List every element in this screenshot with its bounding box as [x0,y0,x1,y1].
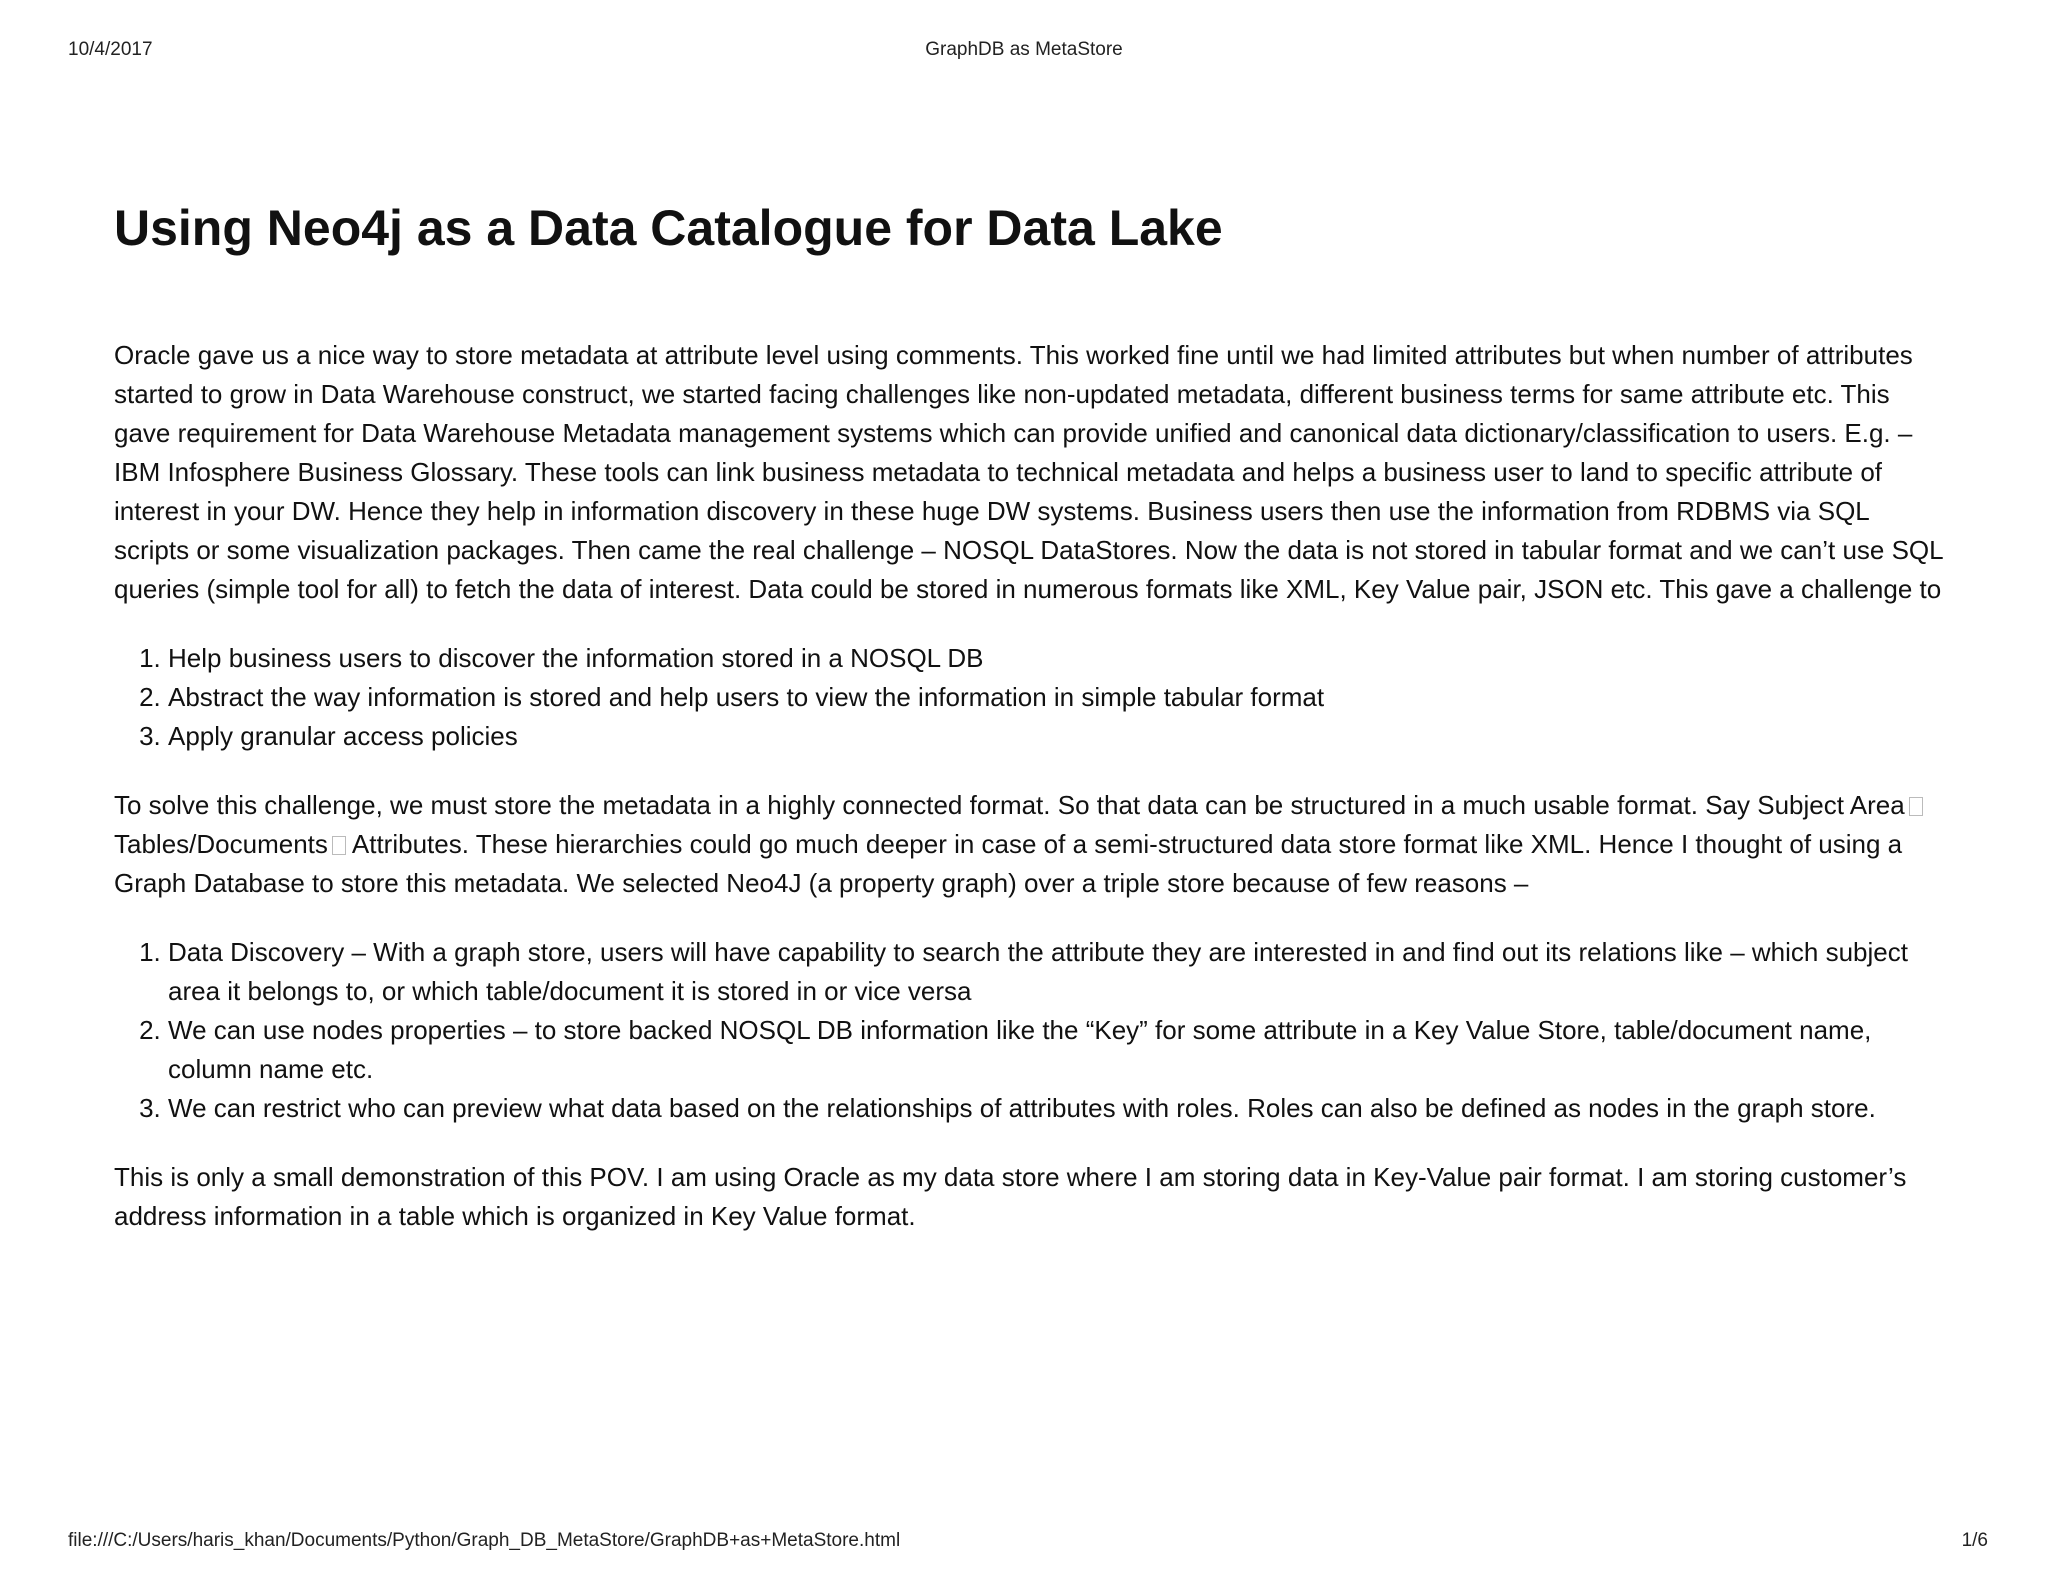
print-header [0,39,2048,65]
missing-arrow-glyph-icon [1909,797,1923,816]
print-page-title: GraphDB as MetaStore [925,39,1123,60]
challenges-list [114,639,1944,756]
print-file-path: file:///C:/Users/haris_khan/Documents/Python/Graph_DB_MetaStore/GraphDB+as+MetaStore.html [68,1530,901,1551]
closing-paragraph: This is only a small demonstration of this POV. I am using Oracle as my data store where I am storing data in Key-Value pair format. I am storing customer’s address information in a table which is organized in Key Value format. [114,1162,1907,1231]
print-footer [0,1530,2048,1556]
list-item: 1. Data Discovery – With a graph store, users will have capability to search the attribute they are interested in and find out its relations like – which subject area it belongs to, or which table/document it is stored in or vice versa [168,933,1944,1011]
solution-text-part1: To solve this challenge, we must store the metadata in a highly connected format. So that data can be structured in a much usable format. Say Subject Area [114,790,1905,820]
print-page-number: 1/6 [1961,1530,1988,1551]
missing-arrow-glyph-icon [332,836,346,855]
list-item: 2. We can use nodes properties – to store backed NOSQL DB information like the “Key” for some attribute in a Key Value Store, table/document name, column name etc. [168,1011,1944,1089]
article-content [114,196,1944,1266]
print-date: 10/4/2017 [68,39,153,60]
solution-text-part3: Attributes. These hierarchies could go much deeper in case of a semi-structured data store format like XML. Hence I thought of using a Graph Database to store this metadata. We selected Neo4J (a property graph) over a triple store because of few reasons – [114,829,1903,898]
list-item: 2. Abstract the way information is stored and help users to view the information in simple tabular format [168,678,1944,717]
list-item: 1. Help business users to discover the information stored in a NOSQL DB [168,639,1944,678]
list-item: 3. Apply granular access policies [168,717,1944,756]
solution-text-part2: Tables/Documents [114,829,328,859]
intro-paragraph: Oracle gave us a nice way to store metadata at attribute level using comments. This worked fine until we had limited attributes but when number of attributes started to grow in Data Warehouse construct, we started facing challenges like non-updated metadata, different business terms for same attribute etc. This gave requirement for Data Warehouse Metadata management systems which can provide unified and canonical data dictionary/classification to users. E.g. – IBM Infosphere Business Glossary. These tools can link business metadata to technical metadata and helps a business user to land to specific attribute of interest in your DW. Hence they help in information discovery in these huge DW systems. Business users then use the information from RDBMS via SQL scripts or some visualization packages. Then came the real challenge – NOSQL DataStores. Now the data is not stored in tabular format and we can’t use SQL queries (simple tool for all) to fetch the data of interest. Data could be stored in numerous formats like XML, Key Value pair, JSON etc. This gave a challenge to [114,340,1943,604]
list-item: 3. We can restrict who can preview what data based on the relationships of attributes with roles. Roles can also be defined as nodes in the graph store. [168,1089,1944,1128]
reasons-list [114,933,1944,1128]
article-title: Using Neo4j as a Data Catalogue for Data Lake [114,200,1223,256]
solution-paragraph [114,786,1944,903]
